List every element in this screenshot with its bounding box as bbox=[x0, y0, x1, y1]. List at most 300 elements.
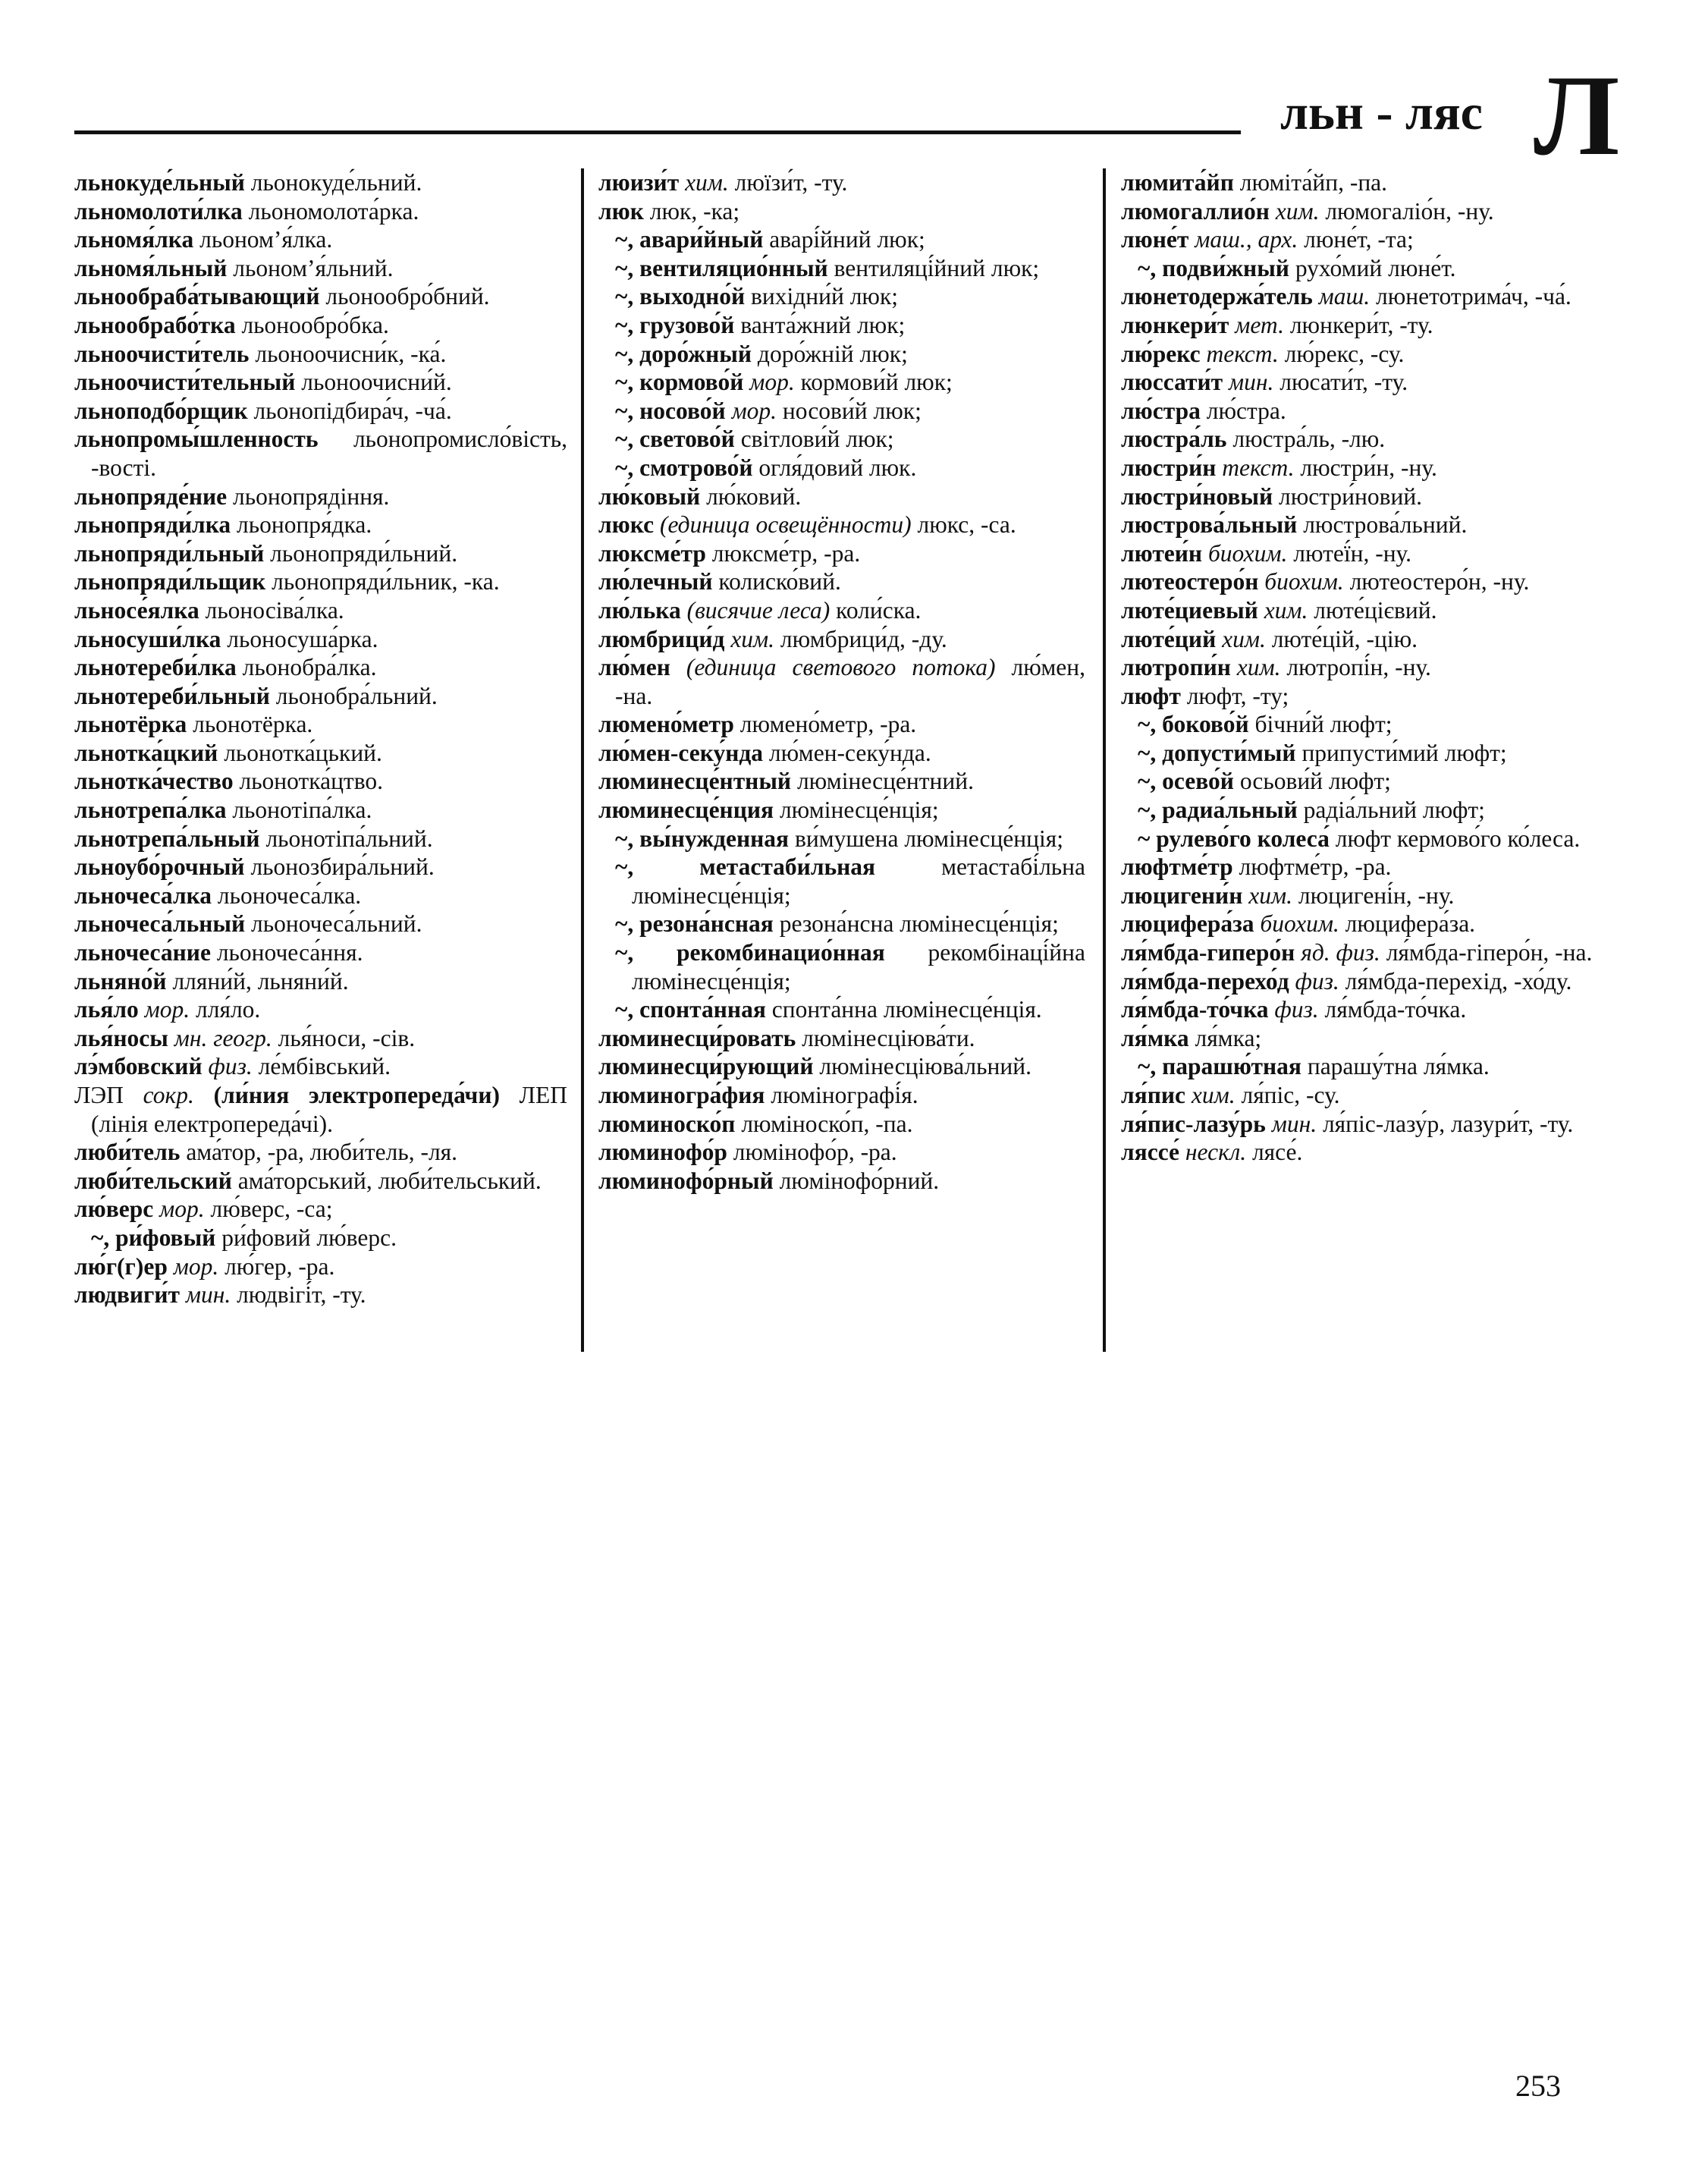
dictionary-entry bbox=[1121, 625, 1617, 654]
dictionary-subentry bbox=[598, 368, 1085, 397]
entry-translation: льонопря́дка. bbox=[237, 511, 372, 539]
entry-label: мин. bbox=[1271, 1110, 1317, 1137]
entry-translation: людвігі́т, -ту. bbox=[237, 1281, 366, 1309]
dictionary-entry bbox=[598, 168, 1085, 197]
entry-translation: рекомбінаці́йна люмінесце́нція; bbox=[632, 939, 1085, 995]
dictionary-subentry bbox=[598, 397, 1085, 426]
entry-translation: люне́т, -та; bbox=[1304, 226, 1414, 253]
dictionary-entry bbox=[1121, 938, 1617, 967]
entry-headword: ~, рекомбинацио́нная bbox=[615, 939, 885, 966]
entry-translation: ви́мушена люмінесце́нція; bbox=[794, 825, 1063, 852]
entry-translation: лю́верс, -са; bbox=[210, 1196, 333, 1223]
entry-headword: льномолоти́лка bbox=[74, 197, 243, 225]
entry-translation: льонотіпа́льний. bbox=[265, 825, 433, 852]
entry-translation: льономолота́рка. bbox=[248, 197, 419, 225]
entry-translation: огля́довий люк. bbox=[758, 454, 917, 481]
entry-headword: ~, подви́жный bbox=[1138, 254, 1289, 281]
entry-headword: люминофо́рный bbox=[598, 1167, 774, 1194]
dictionary-entry bbox=[74, 767, 567, 796]
entry-headword: ~, осево́й bbox=[1138, 768, 1234, 795]
entry-label: мор. bbox=[144, 996, 190, 1023]
dictionary-entry bbox=[74, 282, 567, 311]
entry-headword: люмогаллио́н bbox=[1121, 197, 1270, 225]
entry-headword: льняно́й bbox=[74, 967, 167, 995]
dictionary-entry bbox=[1121, 225, 1617, 254]
entry-headword: льнопряди́льщик bbox=[74, 568, 266, 595]
entry-translation: припусти́мий люфт; bbox=[1301, 739, 1507, 766]
dictionary-entry bbox=[74, 511, 567, 539]
entry-translation: люцифера́за. bbox=[1345, 910, 1476, 938]
entry-label: хим. bbox=[1264, 596, 1308, 624]
entry-translation: льоносуша́рка. bbox=[227, 625, 378, 652]
dictionary-entry bbox=[74, 482, 567, 511]
dictionary-subentry bbox=[598, 454, 1085, 482]
dictionary-entry bbox=[74, 710, 567, 739]
entry-translation: ЛЕП (лінія електропереда́чі). bbox=[91, 1082, 568, 1137]
dictionary-subentry bbox=[598, 425, 1085, 454]
entry-headword: ~, вы́нужденная bbox=[615, 825, 790, 852]
entry-label: (висячие леса) bbox=[686, 596, 831, 624]
entry-translation: люїзи́т, -ту. bbox=[734, 169, 848, 196]
entry-headword: лю́лька bbox=[598, 596, 681, 624]
entry-translation: лютеостеро́н, -ну. bbox=[1349, 568, 1530, 595]
dictionary-entry bbox=[1121, 910, 1617, 938]
entry-headword: льнопряди́лка bbox=[74, 511, 231, 539]
entry-translation: льонопрядіння. bbox=[233, 482, 390, 510]
entry-label: хим. bbox=[730, 625, 775, 652]
entry-translation: лья́носи, -сів. bbox=[278, 1024, 416, 1051]
entry-label: мет. bbox=[1235, 311, 1284, 338]
entry-headword: льносе́ялка bbox=[74, 596, 199, 624]
dictionary-entry bbox=[1121, 311, 1617, 340]
dictionary-entry bbox=[1121, 511, 1617, 539]
dictionary-entry bbox=[74, 796, 567, 825]
entry-translation: люк, -ка; bbox=[649, 197, 740, 225]
entry-headword: ~, авари́йный bbox=[615, 226, 764, 253]
dictionary-entry bbox=[1121, 1024, 1617, 1053]
column-separator-1 bbox=[581, 168, 584, 1352]
entry-headword: ~, допусти́мый bbox=[1138, 739, 1296, 766]
entry-translation: льоночеса́ння. bbox=[216, 939, 363, 966]
entry-translation: льонобра́лка. bbox=[242, 654, 377, 681]
entry-headword: лю́рекс bbox=[1121, 340, 1201, 367]
entry-translation: люмінесціюва́льний. bbox=[819, 1053, 1031, 1080]
entry-label: биохим. bbox=[1260, 910, 1339, 938]
entry-headword: люнкери́т bbox=[1121, 311, 1229, 338]
dictionary-entry bbox=[74, 1138, 567, 1167]
entry-translation: лю́ковий. bbox=[706, 482, 802, 510]
entry-headword: люк bbox=[598, 197, 644, 225]
dictionary-entry bbox=[598, 1052, 1085, 1081]
entry-translation: метастабі́льна люмінесце́нція; bbox=[632, 853, 1085, 909]
entry-headword: лю́мен bbox=[598, 654, 670, 681]
entry-translation: люстри́новий. bbox=[1279, 482, 1423, 510]
entry-translation: ля́піс-лазу́р, лазури́т, -ту. bbox=[1322, 1110, 1574, 1137]
entry-translation: парашу́тна ля́мка. bbox=[1307, 1053, 1490, 1080]
entry-label: текст. bbox=[1222, 454, 1295, 481]
dictionary-subentry bbox=[1121, 825, 1617, 853]
column-3 bbox=[1121, 168, 1617, 1167]
dictionary-entry bbox=[74, 168, 567, 197]
entry-translation: вентиляці́йний люк; bbox=[834, 254, 1040, 281]
entry-translation: льонозбира́льний. bbox=[250, 853, 435, 881]
entry-label: биохим. bbox=[1207, 539, 1288, 567]
dictionary-entry bbox=[74, 368, 567, 397]
entry-headword: ля́мбда-гиперо́н bbox=[1121, 939, 1295, 966]
dictionary-entry bbox=[598, 1110, 1085, 1139]
entry-translation: коли́ска. bbox=[836, 596, 922, 624]
entry-label: яд. физ. bbox=[1301, 939, 1380, 966]
column-separator-2 bbox=[1103, 168, 1106, 1352]
entry-label: хим. bbox=[1236, 654, 1281, 681]
dictionary-subentry bbox=[74, 1224, 567, 1252]
entry-headword: люби́тель bbox=[74, 1139, 181, 1166]
dictionary-entry bbox=[74, 653, 567, 682]
dictionary-entry bbox=[1121, 567, 1617, 596]
entry-translation: ри́фовий лю́верс. bbox=[221, 1224, 397, 1251]
entry-headword: люстрова́льный bbox=[1121, 511, 1298, 539]
entry-translation: льоноочисни́й. bbox=[301, 369, 452, 396]
dictionary-subentry bbox=[1121, 254, 1617, 283]
entry-label: физ. bbox=[208, 1053, 253, 1080]
dictionary-subentry bbox=[598, 995, 1085, 1024]
page-number: 253 bbox=[1515, 2069, 1561, 2103]
entry-label: хим. bbox=[685, 169, 729, 196]
entry-translation: ама́тор, -ра, люби́тель, -ля. bbox=[186, 1139, 458, 1166]
entry-translation: льоном’я́лка. bbox=[199, 226, 333, 253]
entry-headword: льноочисти́тель bbox=[74, 340, 250, 367]
entry-translation: люнкери́т, -ту. bbox=[1289, 311, 1433, 338]
entry-translation: люте́цій, -цію. bbox=[1271, 625, 1418, 652]
dictionary-entry bbox=[1121, 653, 1617, 682]
entry-headword: ~, светово́й bbox=[615, 426, 735, 453]
entry-label: хим. bbox=[1191, 1082, 1236, 1108]
entry-translation: льоночеса́лка. bbox=[217, 881, 362, 909]
dictionary-entry bbox=[74, 938, 567, 967]
entry-translation: льонопромисло́вість, -вості. bbox=[91, 426, 567, 481]
entry-headword: люфтме́тр bbox=[1121, 853, 1233, 881]
dictionary-entry bbox=[74, 625, 567, 654]
entry-translation: люстрова́льний. bbox=[1303, 511, 1468, 539]
entry-translation: льоноочисни́к, -ка́. bbox=[255, 340, 447, 367]
entry-translation: льонопряди́льник, -ка. bbox=[272, 568, 500, 595]
entry-translation: льонотёрка. bbox=[193, 711, 313, 738]
dictionary-subentry bbox=[598, 853, 1085, 910]
dictionary-entry bbox=[74, 1167, 567, 1196]
dictionary-entry bbox=[74, 910, 567, 938]
entry-headword: люмбрици́д bbox=[598, 625, 725, 652]
entry-headword: ~, спонта́нная bbox=[615, 996, 766, 1023]
entry-translation: люмогаліо́н, -ну. bbox=[1325, 197, 1494, 225]
entry-headword: люстри́новый bbox=[1121, 482, 1273, 510]
entry-translation: льонотка́цький. bbox=[224, 739, 382, 766]
entry-translation: люмінофо́р, -ра. bbox=[733, 1139, 897, 1166]
entry-translation: льонотіпа́лка. bbox=[232, 797, 372, 824]
entry-headword: ~, смотрово́й bbox=[615, 454, 753, 481]
dictionary-entry bbox=[74, 567, 567, 596]
entry-translation: льоносіва́лка. bbox=[205, 596, 344, 624]
dictionary-subentry bbox=[598, 340, 1085, 369]
dictionary-subentry bbox=[1121, 796, 1617, 825]
dictionary-entry bbox=[598, 1024, 1085, 1053]
dictionary-entry bbox=[598, 197, 1085, 226]
entry-translation: лля́ло. bbox=[196, 996, 261, 1023]
entry-translation: лясе́. bbox=[1251, 1139, 1303, 1166]
entry-translation: ля́піс, -су. bbox=[1241, 1082, 1340, 1108]
entry-translation: ля́мбда-то́чка. bbox=[1324, 996, 1467, 1023]
column-1 bbox=[74, 168, 567, 1309]
entry-headword: льнотереби́льный bbox=[74, 682, 270, 709]
entry-headword: льнопромы́шленность bbox=[74, 426, 319, 453]
entry-headword: ~, парашю́тная bbox=[1138, 1053, 1301, 1080]
dictionary-entry bbox=[1121, 397, 1617, 426]
dictionary-entry bbox=[598, 767, 1085, 796]
entry-label: маш., арх. bbox=[1195, 226, 1298, 253]
entry-translation: лю́мен-секу́нда. bbox=[768, 739, 931, 766]
entry-headword: лютропи́н bbox=[1121, 654, 1231, 681]
entry-translation: люмінесце́нтний. bbox=[796, 768, 974, 795]
dictionary-entry bbox=[74, 1052, 567, 1081]
entry-headword: лю́мен-секу́нда bbox=[598, 739, 764, 766]
dictionary-entry bbox=[1121, 682, 1617, 711]
entry-translation: льоночеса́льний. bbox=[251, 910, 422, 938]
entry-headword: ~, выходно́й bbox=[615, 283, 746, 310]
header-rule bbox=[74, 130, 1241, 134]
entry-label: хим. bbox=[1248, 881, 1292, 909]
entry-headword: льноочисти́тельный bbox=[74, 369, 296, 396]
entry-headword: ~, радиа́льный bbox=[1138, 797, 1298, 824]
entry-label: маш. bbox=[1318, 283, 1371, 310]
entry-label: (единица светового потока) bbox=[686, 654, 996, 681]
entry-headword: ля́мбда-то́чка bbox=[1121, 996, 1269, 1023]
entry-translation: люкс, -са. bbox=[917, 511, 1016, 539]
entry-headword: ~ рулево́го колеса́ bbox=[1138, 825, 1330, 852]
entry-translation: світлови́й люк; bbox=[740, 426, 894, 453]
entry-headword: лютеи́н bbox=[1121, 539, 1203, 567]
entry-headword: люмено́метр bbox=[598, 711, 734, 738]
entry-headword: льномя́льный bbox=[74, 254, 228, 281]
entry-translation: лляни́й, льняни́й. bbox=[172, 967, 349, 995]
dictionary-subentry bbox=[598, 825, 1085, 853]
dictionary-entry bbox=[598, 625, 1085, 654]
dictionary-subentry bbox=[598, 254, 1085, 283]
entry-headword: ~, вентиляцио́нный bbox=[615, 254, 828, 281]
entry-translation: льонобра́льний. bbox=[275, 682, 438, 709]
entry-translation: люмінофо́рний. bbox=[779, 1167, 940, 1194]
entry-translation: осьови́й люфт; bbox=[1239, 768, 1391, 795]
dictionary-entry bbox=[74, 995, 567, 1024]
entry-translation: ванта́жний люк; bbox=[740, 311, 906, 338]
entry-headword: льнопряде́ние bbox=[74, 482, 228, 510]
entry-headword: льнотка́цкий bbox=[74, 739, 218, 766]
entry-label: (единица освещённости) bbox=[659, 511, 912, 539]
entry-headword: лю́г(г)ер bbox=[74, 1252, 168, 1280]
entry-headword: ля́пис bbox=[1121, 1082, 1185, 1108]
entry-headword: ~, метастаби́льная bbox=[615, 853, 876, 881]
entry-headword: люминесце́нтный bbox=[598, 768, 792, 795]
dictionary-subentry bbox=[1121, 710, 1617, 739]
entry-label: текст. bbox=[1206, 340, 1279, 367]
dictionary-entry bbox=[74, 881, 567, 910]
entry-headword: ля́мка bbox=[1121, 1024, 1189, 1051]
entry-translation: ля́мка; bbox=[1195, 1024, 1262, 1051]
entry-translation: люфтме́тр, -ра. bbox=[1239, 853, 1392, 881]
dictionary-entry bbox=[74, 254, 567, 283]
dictionary-entry bbox=[598, 539, 1085, 568]
dictionary-entry bbox=[74, 1024, 567, 1053]
entry-headword: лья́носы bbox=[74, 1024, 168, 1051]
entry-headword: ля́мбда-перехо́д bbox=[1121, 967, 1289, 995]
entry-translation: льонопідбира́ч, -ча́. bbox=[253, 397, 452, 424]
dictionary-entry bbox=[598, 511, 1085, 539]
dictionary-subentry bbox=[598, 225, 1085, 254]
entry-translation: ля́мбда-гіперо́н, -на. bbox=[1386, 939, 1593, 966]
entry-headword: люминофо́р bbox=[598, 1139, 727, 1166]
entry-headword: льноубо́рочный bbox=[74, 853, 245, 881]
dictionary-entry bbox=[1121, 168, 1617, 197]
entry-translation: люстри́н, -ну. bbox=[1300, 454, 1437, 481]
entry-headword: люте́циевый bbox=[1121, 596, 1258, 624]
entry-headword: льнообрабо́тка bbox=[74, 311, 236, 338]
dictionary-entry bbox=[1121, 454, 1617, 482]
entry-headword: льнотрепа́лка bbox=[74, 797, 227, 824]
dictionary-entry bbox=[1121, 282, 1617, 311]
entry-headword: льномя́лка bbox=[74, 226, 194, 253]
entry-translation: рухо́мий люне́т. bbox=[1295, 254, 1456, 281]
entry-headword: люссати́т bbox=[1121, 369, 1223, 396]
entry-label: мн. геогр. bbox=[174, 1024, 272, 1051]
entry-label: мор. bbox=[159, 1196, 205, 1223]
entry-headword: льноподбо́рщик bbox=[74, 397, 248, 424]
entry-headword: люфт bbox=[1121, 682, 1181, 709]
entry-translation: ле́мбівський. bbox=[258, 1053, 391, 1080]
entry-translation: люцигені́н, -ну. bbox=[1298, 881, 1455, 909]
entry-translation: люстра́ль, -лю. bbox=[1232, 426, 1386, 453]
entry-translation: ама́торський, люби́тельський. bbox=[237, 1167, 542, 1194]
entry-translation: люмінографі́я. bbox=[771, 1082, 918, 1108]
entry-headword: льночеса́лка bbox=[74, 881, 212, 909]
dictionary-entry bbox=[1121, 340, 1617, 369]
entry-headword: лю́стра bbox=[1121, 397, 1201, 424]
dictionary-entry bbox=[1121, 425, 1617, 454]
entry-headword: лютеостеро́н bbox=[1121, 568, 1259, 595]
entry-translation: люмбрици́д, -ду. bbox=[780, 625, 947, 652]
dictionary-entry bbox=[1121, 539, 1617, 568]
dictionary-entry bbox=[1121, 368, 1617, 397]
entry-label: сокр. bbox=[143, 1082, 194, 1108]
dictionary-entry bbox=[1121, 995, 1617, 1024]
entry-headword: льнопряди́льный bbox=[74, 539, 265, 567]
entry-headword: ~, кормово́й bbox=[615, 369, 744, 396]
dictionary-entry bbox=[74, 225, 567, 254]
entry-abbreviation: ЛЭП bbox=[74, 1082, 124, 1108]
entry-translation: льоном’я́льний. bbox=[233, 254, 394, 281]
entry-translation: люмено́метр, -ра. bbox=[739, 711, 917, 738]
running-head-letter: Л bbox=[1534, 52, 1620, 179]
dictionary-entry bbox=[1121, 482, 1617, 511]
entry-headword: люмита́йп bbox=[1121, 169, 1234, 196]
dictionary-entry bbox=[74, 682, 567, 711]
entry-translation: льонотка́цтво. bbox=[239, 768, 383, 795]
dictionary-entry bbox=[598, 596, 1085, 625]
dictionary-entry bbox=[598, 482, 1085, 511]
entry-translation: льонообро́бний. bbox=[325, 283, 490, 310]
entry-headword: льнотка́чество bbox=[74, 768, 234, 795]
dictionary-entry bbox=[1121, 596, 1617, 625]
entry-translation: люнетотрима́ч, -ча́. bbox=[1376, 283, 1572, 310]
dictionary-entry bbox=[598, 567, 1085, 596]
entry-translation: радіа́льний люфт; bbox=[1303, 797, 1485, 824]
dictionary-subentry bbox=[1121, 1052, 1617, 1081]
entry-headword: ~, носово́й bbox=[615, 397, 726, 424]
entry-headword: лю́лечный bbox=[598, 568, 713, 595]
entry-headword: льнообраба́тывающий bbox=[74, 283, 320, 310]
dictionary-entry bbox=[74, 539, 567, 568]
entry-headword: ля́пис-лазу́рь bbox=[1121, 1110, 1266, 1137]
entry-translation: лю́рекс, -су. bbox=[1284, 340, 1405, 367]
dictionary-entry bbox=[598, 1138, 1085, 1167]
entry-headword: люксме́тр bbox=[598, 539, 706, 567]
entry-headword: льнотрепа́льный bbox=[74, 825, 260, 852]
entry-label: биохим. bbox=[1264, 568, 1344, 595]
entry-headword: люцигени́н bbox=[1121, 881, 1243, 909]
entry-label: мор. bbox=[173, 1252, 219, 1280]
dictionary-subentry bbox=[598, 938, 1085, 995]
entry-translation: люфт, -ту; bbox=[1186, 682, 1289, 709]
dictionary-entry bbox=[74, 739, 567, 768]
entry-headword: люстра́ль bbox=[1121, 426, 1227, 453]
entry-headword: ~, боково́й bbox=[1138, 711, 1249, 738]
dictionary-entry bbox=[1121, 881, 1617, 910]
entry-translation: люміта́йп, -па. bbox=[1239, 169, 1388, 196]
dictionary-entry bbox=[1121, 1138, 1617, 1167]
dictionary-entry bbox=[74, 425, 567, 482]
entry-headword: лю́верс bbox=[74, 1196, 154, 1223]
entry-headword: люцифера́за bbox=[1121, 910, 1254, 938]
dictionary-entry bbox=[598, 653, 1085, 710]
entry-translation: льонокуде́льний. bbox=[250, 169, 422, 196]
entry-headword: ляссе́ bbox=[1121, 1139, 1180, 1166]
entry-headword: ~, грузово́й bbox=[615, 311, 735, 338]
entry-translation: лютеї́н, -ну. bbox=[1293, 539, 1412, 567]
entry-label: физ. bbox=[1274, 996, 1319, 1023]
entry-translation: люмінесце́нція; bbox=[779, 797, 939, 824]
entry-headword: люминоско́п bbox=[598, 1110, 736, 1137]
dictionary-entry bbox=[598, 796, 1085, 825]
entry-headword: лья́ло bbox=[74, 996, 139, 1023]
entry-headword: ~, доро́жный bbox=[615, 340, 752, 367]
dictionary-subentry bbox=[598, 311, 1085, 340]
entry-headword: люминесци́рующий bbox=[598, 1053, 814, 1080]
entry-translation: люсати́т, -ту. bbox=[1280, 369, 1408, 396]
entry-label: физ. bbox=[1295, 967, 1339, 995]
entry-translation: лю́мен, -на. bbox=[615, 654, 1085, 709]
entry-headword: люкс bbox=[598, 511, 655, 539]
entry-translation: люфт кермово́го ко́леса. bbox=[1335, 825, 1581, 852]
entry-translation: лю́гер, -ра. bbox=[225, 1252, 335, 1280]
entry-translation: спонта́нна люмінесце́нція. bbox=[771, 996, 1042, 1023]
entry-translation: колиско́вий. bbox=[718, 568, 841, 595]
entry-translation: бічни́й люфт; bbox=[1254, 711, 1393, 738]
dictionary-entry bbox=[74, 340, 567, 369]
entry-headword: люизи́т bbox=[598, 169, 680, 196]
dictionary-entry bbox=[74, 596, 567, 625]
entry-translation: льонообро́бка. bbox=[241, 311, 389, 338]
entry-label: мор. bbox=[731, 397, 777, 424]
dictionary-entry bbox=[1121, 1110, 1617, 1139]
entry-translation: люте́цієвий. bbox=[1314, 596, 1437, 624]
entry-translation: люксме́тр, -ра. bbox=[711, 539, 861, 567]
